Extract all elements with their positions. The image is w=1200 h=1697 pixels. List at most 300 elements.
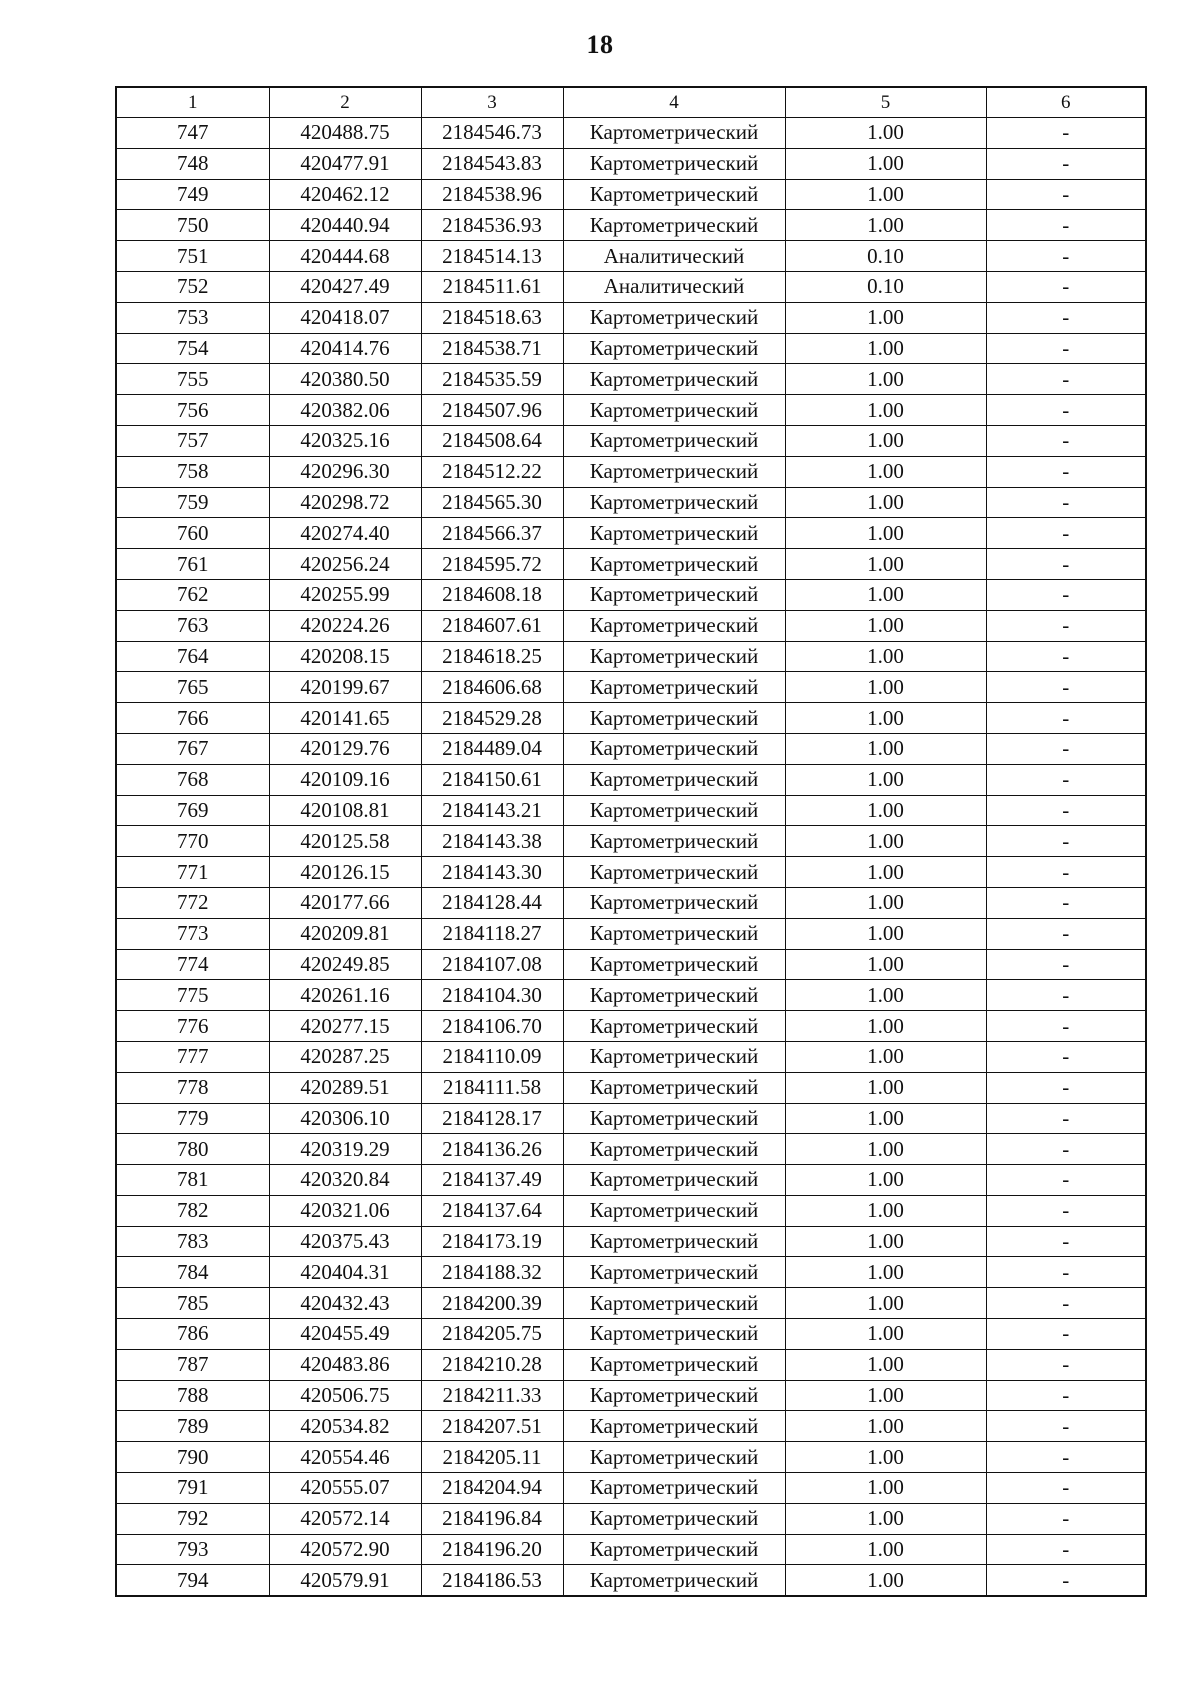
- point-number-cell: 768: [116, 764, 269, 795]
- y-coordinate-cell: 2184210.28: [421, 1349, 563, 1380]
- table-row: [116, 918, 1146, 949]
- y-coordinate-cell: 2184538.96: [421, 179, 563, 210]
- accuracy-cell: 1.00: [785, 980, 986, 1011]
- y-coordinate-cell: 2184511.61: [421, 271, 563, 302]
- y-coordinate-cell: 2184104.30: [421, 980, 563, 1011]
- table-row: [116, 1226, 1146, 1257]
- method-cell: Картометрический: [563, 1288, 785, 1319]
- method-cell: Картометрический: [563, 118, 785, 149]
- x-coordinate-cell: 420261.16: [269, 980, 421, 1011]
- accuracy-cell: 1.00: [785, 1288, 986, 1319]
- accuracy-cell: 1.00: [785, 302, 986, 333]
- y-coordinate-cell: 2184186.53: [421, 1565, 563, 1596]
- x-coordinate-cell: 420109.16: [269, 764, 421, 795]
- accuracy-cell: 1.00: [785, 425, 986, 456]
- table-row: [116, 887, 1146, 918]
- x-coordinate-cell: 420418.07: [269, 302, 421, 333]
- point-number-cell: 764: [116, 641, 269, 672]
- y-coordinate-cell: 2184546.73: [421, 118, 563, 149]
- accuracy-cell: 1.00: [785, 579, 986, 610]
- x-coordinate-cell: 420274.40: [269, 518, 421, 549]
- point-number-cell: 747: [116, 118, 269, 149]
- point-number-cell: 788: [116, 1380, 269, 1411]
- x-coordinate-cell: 420477.91: [269, 148, 421, 179]
- x-coordinate-cell: 420298.72: [269, 487, 421, 518]
- x-coordinate-cell: 420427.49: [269, 271, 421, 302]
- point-number-cell: 794: [116, 1565, 269, 1596]
- note-cell: -: [986, 887, 1146, 918]
- point-number-cell: 782: [116, 1195, 269, 1226]
- method-cell: Картометрический: [563, 1473, 785, 1504]
- method-cell: Картометрический: [563, 1011, 785, 1042]
- point-number-cell: 753: [116, 302, 269, 333]
- y-coordinate-cell: 2184607.61: [421, 610, 563, 641]
- y-coordinate-cell: 2184110.09: [421, 1041, 563, 1072]
- method-cell: Картометрический: [563, 610, 785, 641]
- accuracy-cell: 1.00: [785, 1473, 986, 1504]
- accuracy-cell: 1.00: [785, 1072, 986, 1103]
- x-coordinate-cell: 420126.15: [269, 857, 421, 888]
- x-coordinate-cell: 420325.16: [269, 425, 421, 456]
- accuracy-cell: 1.00: [785, 549, 986, 580]
- method-cell: Картометрический: [563, 641, 785, 672]
- table-row: [116, 456, 1146, 487]
- table-row: [116, 1565, 1146, 1596]
- note-cell: -: [986, 179, 1146, 210]
- note-cell: -: [986, 949, 1146, 980]
- method-cell: Картометрический: [563, 518, 785, 549]
- column-header-2: 2: [269, 87, 421, 118]
- point-number-cell: 792: [116, 1503, 269, 1534]
- y-coordinate-cell: 2184188.32: [421, 1257, 563, 1288]
- table-row: [116, 733, 1146, 764]
- column-header-3: 3: [421, 87, 563, 118]
- x-coordinate-cell: 420444.68: [269, 241, 421, 272]
- table-row: [116, 1349, 1146, 1380]
- point-number-cell: 793: [116, 1534, 269, 1565]
- x-coordinate-cell: 420414.76: [269, 333, 421, 364]
- table-header: [116, 87, 1146, 118]
- point-number-cell: 791: [116, 1473, 269, 1504]
- table-row: [116, 364, 1146, 395]
- y-coordinate-cell: 2184196.84: [421, 1503, 563, 1534]
- point-number-cell: 773: [116, 918, 269, 949]
- table-row: [116, 1319, 1146, 1350]
- point-number-cell: 777: [116, 1041, 269, 1072]
- x-coordinate-cell: 420141.65: [269, 703, 421, 734]
- accuracy-cell: 1.00: [785, 1226, 986, 1257]
- table-row: [116, 795, 1146, 826]
- method-cell: Картометрический: [563, 148, 785, 179]
- note-cell: -: [986, 1195, 1146, 1226]
- note-cell: -: [986, 703, 1146, 734]
- point-number-cell: 767: [116, 733, 269, 764]
- note-cell: -: [986, 1226, 1146, 1257]
- y-coordinate-cell: 2184205.75: [421, 1319, 563, 1350]
- accuracy-cell: 1.00: [785, 364, 986, 395]
- y-coordinate-cell: 2184137.49: [421, 1165, 563, 1196]
- note-cell: -: [986, 148, 1146, 179]
- table-row: [116, 980, 1146, 1011]
- note-cell: -: [986, 1134, 1146, 1165]
- note-cell: -: [986, 549, 1146, 580]
- accuracy-cell: 1.00: [785, 118, 986, 149]
- accuracy-cell: 1.00: [785, 641, 986, 672]
- x-coordinate-cell: 420572.14: [269, 1503, 421, 1534]
- y-coordinate-cell: 2184538.71: [421, 333, 563, 364]
- table-row: [116, 641, 1146, 672]
- point-number-cell: 781: [116, 1165, 269, 1196]
- x-coordinate-cell: 420319.29: [269, 1134, 421, 1165]
- note-cell: -: [986, 1534, 1146, 1565]
- note-cell: -: [986, 1442, 1146, 1473]
- x-coordinate-cell: 420108.81: [269, 795, 421, 826]
- point-number-cell: 757: [116, 425, 269, 456]
- y-coordinate-cell: 2184200.39: [421, 1288, 563, 1319]
- y-coordinate-cell: 2184143.38: [421, 826, 563, 857]
- x-coordinate-cell: 420224.26: [269, 610, 421, 641]
- table-row: [116, 1072, 1146, 1103]
- table-row: [116, 302, 1146, 333]
- note-cell: -: [986, 1473, 1146, 1504]
- point-number-cell: 749: [116, 179, 269, 210]
- table-row: [116, 1257, 1146, 1288]
- note-cell: -: [986, 795, 1146, 826]
- method-cell: Картометрический: [563, 1565, 785, 1596]
- x-coordinate-cell: 420488.75: [269, 118, 421, 149]
- y-coordinate-cell: 2184566.37: [421, 518, 563, 549]
- x-coordinate-cell: 420534.82: [269, 1411, 421, 1442]
- y-coordinate-cell: 2184204.94: [421, 1473, 563, 1504]
- page-number: 18: [586, 30, 614, 59]
- y-coordinate-cell: 2184529.28: [421, 703, 563, 734]
- y-coordinate-cell: 2184118.27: [421, 918, 563, 949]
- point-number-cell: 750: [116, 210, 269, 241]
- table-row: [116, 1380, 1146, 1411]
- method-cell: Картометрический: [563, 425, 785, 456]
- method-cell: Картометрический: [563, 887, 785, 918]
- note-cell: -: [986, 425, 1146, 456]
- accuracy-cell: 1.00: [785, 764, 986, 795]
- table-row: [116, 857, 1146, 888]
- y-coordinate-cell: 2184514.13: [421, 241, 563, 272]
- method-cell: Аналитический: [563, 271, 785, 302]
- x-coordinate-cell: 420209.81: [269, 918, 421, 949]
- table-row: [116, 672, 1146, 703]
- method-cell: Картометрический: [563, 1072, 785, 1103]
- method-cell: Картометрический: [563, 1380, 785, 1411]
- accuracy-cell: 1.00: [785, 1565, 986, 1596]
- x-coordinate-cell: 420554.46: [269, 1442, 421, 1473]
- accuracy-cell: 1.00: [785, 1411, 986, 1442]
- accuracy-cell: 1.00: [785, 857, 986, 888]
- table-row: [116, 1134, 1146, 1165]
- accuracy-cell: 1.00: [785, 148, 986, 179]
- note-cell: -: [986, 333, 1146, 364]
- x-coordinate-cell: 420375.43: [269, 1226, 421, 1257]
- y-coordinate-cell: 2184143.21: [421, 795, 563, 826]
- point-number-cell: 789: [116, 1411, 269, 1442]
- accuracy-cell: 1.00: [785, 1165, 986, 1196]
- table-row: [116, 549, 1146, 580]
- note-cell: -: [986, 518, 1146, 549]
- y-coordinate-cell: 2184535.59: [421, 364, 563, 395]
- point-number-cell: 766: [116, 703, 269, 734]
- y-coordinate-cell: 2184207.51: [421, 1411, 563, 1442]
- point-number-cell: 770: [116, 826, 269, 857]
- method-cell: Картометрический: [563, 395, 785, 426]
- accuracy-cell: 1.00: [785, 1442, 986, 1473]
- point-number-cell: 780: [116, 1134, 269, 1165]
- method-cell: Картометрический: [563, 549, 785, 580]
- table-row: [116, 1041, 1146, 1072]
- method-cell: Картометрический: [563, 764, 785, 795]
- x-coordinate-cell: 420287.25: [269, 1041, 421, 1072]
- method-cell: Картометрический: [563, 795, 785, 826]
- point-number-cell: 755: [116, 364, 269, 395]
- y-coordinate-cell: 2184565.30: [421, 487, 563, 518]
- table-row: [116, 1165, 1146, 1196]
- y-coordinate-cell: 2184150.61: [421, 764, 563, 795]
- y-coordinate-cell: 2184205.11: [421, 1442, 563, 1473]
- y-coordinate-cell: 2184536.93: [421, 210, 563, 241]
- point-number-cell: 790: [116, 1442, 269, 1473]
- y-coordinate-cell: 2184489.04: [421, 733, 563, 764]
- table-row: [116, 1503, 1146, 1534]
- accuracy-cell: 1.00: [785, 1319, 986, 1350]
- table-row: [116, 1442, 1146, 1473]
- method-cell: Картометрический: [563, 333, 785, 364]
- column-header-1: 1: [116, 87, 269, 118]
- note-cell: -: [986, 826, 1146, 857]
- table-row: [116, 1288, 1146, 1319]
- accuracy-cell: 1.00: [785, 456, 986, 487]
- accuracy-cell: 1.00: [785, 918, 986, 949]
- accuracy-cell: 1.00: [785, 795, 986, 826]
- accuracy-cell: 1.00: [785, 487, 986, 518]
- table-row: [116, 1411, 1146, 1442]
- accuracy-cell: 1.00: [785, 826, 986, 857]
- note-cell: -: [986, 1565, 1146, 1596]
- y-coordinate-cell: 2184106.70: [421, 1011, 563, 1042]
- point-number-cell: 774: [116, 949, 269, 980]
- point-number-cell: 786: [116, 1319, 269, 1350]
- x-coordinate-cell: 420579.91: [269, 1565, 421, 1596]
- note-cell: -: [986, 364, 1146, 395]
- x-coordinate-cell: 420432.43: [269, 1288, 421, 1319]
- table-row: [116, 518, 1146, 549]
- note-cell: -: [986, 1103, 1146, 1134]
- method-cell: Картометрический: [563, 1134, 785, 1165]
- point-number-cell: 787: [116, 1349, 269, 1380]
- note-cell: -: [986, 487, 1146, 518]
- table-row: [116, 949, 1146, 980]
- point-number-cell: 779: [116, 1103, 269, 1134]
- note-cell: -: [986, 271, 1146, 302]
- accuracy-cell: 1.00: [785, 1257, 986, 1288]
- method-cell: Картометрический: [563, 1534, 785, 1565]
- accuracy-cell: 1.00: [785, 1041, 986, 1072]
- method-cell: Картометрический: [563, 1195, 785, 1226]
- point-number-cell: 783: [116, 1226, 269, 1257]
- method-cell: Картометрический: [563, 1103, 785, 1134]
- method-cell: Картометрический: [563, 1442, 785, 1473]
- accuracy-cell: 1.00: [785, 395, 986, 426]
- note-cell: -: [986, 1288, 1146, 1319]
- point-number-cell: 761: [116, 549, 269, 580]
- y-coordinate-cell: 2184173.19: [421, 1226, 563, 1257]
- x-coordinate-cell: 420208.15: [269, 641, 421, 672]
- note-cell: -: [986, 1503, 1146, 1534]
- note-cell: -: [986, 456, 1146, 487]
- note-cell: -: [986, 857, 1146, 888]
- x-coordinate-cell: 420320.84: [269, 1165, 421, 1196]
- note-cell: -: [986, 302, 1146, 333]
- method-cell: Картометрический: [563, 579, 785, 610]
- header-row: [116, 87, 1146, 118]
- point-number-cell: 769: [116, 795, 269, 826]
- y-coordinate-cell: 2184143.30: [421, 857, 563, 888]
- y-coordinate-cell: 2184128.44: [421, 887, 563, 918]
- table-row: [116, 1011, 1146, 1042]
- note-cell: -: [986, 1319, 1146, 1350]
- x-coordinate-cell: 420306.10: [269, 1103, 421, 1134]
- x-coordinate-cell: 420483.86: [269, 1349, 421, 1380]
- accuracy-cell: 1.00: [785, 1134, 986, 1165]
- note-cell: -: [986, 918, 1146, 949]
- x-coordinate-cell: 420277.15: [269, 1011, 421, 1042]
- y-coordinate-cell: 2184606.68: [421, 672, 563, 703]
- note-cell: -: [986, 210, 1146, 241]
- y-coordinate-cell: 2184136.26: [421, 1134, 563, 1165]
- x-coordinate-cell: 420380.50: [269, 364, 421, 395]
- y-coordinate-cell: 2184107.08: [421, 949, 563, 980]
- table-row: [116, 241, 1146, 272]
- accuracy-cell: 1.00: [785, 1534, 986, 1565]
- point-number-cell: 763: [116, 610, 269, 641]
- table-row: [116, 210, 1146, 241]
- point-number-cell: 756: [116, 395, 269, 426]
- note-cell: -: [986, 241, 1146, 272]
- note-cell: -: [986, 1011, 1146, 1042]
- table-body: [116, 118, 1146, 1597]
- y-coordinate-cell: 2184543.83: [421, 148, 563, 179]
- note-cell: -: [986, 980, 1146, 1011]
- x-coordinate-cell: 420321.06: [269, 1195, 421, 1226]
- x-coordinate-cell: 420129.76: [269, 733, 421, 764]
- table-row: [116, 118, 1146, 149]
- accuracy-cell: 1.00: [785, 610, 986, 641]
- table-row: [116, 1195, 1146, 1226]
- note-cell: -: [986, 764, 1146, 795]
- accuracy-cell: 1.00: [785, 1380, 986, 1411]
- accuracy-cell: 1.00: [785, 733, 986, 764]
- point-number-cell: 778: [116, 1072, 269, 1103]
- column-header-6: 6: [986, 87, 1146, 118]
- method-cell: Картометрический: [563, 733, 785, 764]
- point-number-cell: 765: [116, 672, 269, 703]
- x-coordinate-cell: 420462.12: [269, 179, 421, 210]
- accuracy-cell: 1.00: [785, 210, 986, 241]
- table-row: [116, 1473, 1146, 1504]
- method-cell: Картометрический: [563, 1041, 785, 1072]
- accuracy-cell: 0.10: [785, 271, 986, 302]
- note-cell: -: [986, 733, 1146, 764]
- y-coordinate-cell: 2184618.25: [421, 641, 563, 672]
- table-row: [116, 271, 1146, 302]
- point-number-cell: 785: [116, 1288, 269, 1319]
- table-row: [116, 487, 1146, 518]
- x-coordinate-cell: 420177.66: [269, 887, 421, 918]
- table-row: [116, 395, 1146, 426]
- x-coordinate-cell: 420296.30: [269, 456, 421, 487]
- note-cell: -: [986, 1041, 1146, 1072]
- note-cell: -: [986, 1349, 1146, 1380]
- method-cell: Картометрический: [563, 857, 785, 888]
- accuracy-cell: 1.00: [785, 1503, 986, 1534]
- y-coordinate-cell: 2184111.58: [421, 1072, 563, 1103]
- y-coordinate-cell: 2184508.64: [421, 425, 563, 456]
- y-coordinate-cell: 2184608.18: [421, 579, 563, 610]
- point-number-cell: 772: [116, 887, 269, 918]
- table-row: [116, 148, 1146, 179]
- accuracy-cell: 1.00: [785, 1103, 986, 1134]
- note-cell: -: [986, 1257, 1146, 1288]
- method-cell: Картометрический: [563, 1226, 785, 1257]
- method-cell: Картометрический: [563, 302, 785, 333]
- table-row: [116, 333, 1146, 364]
- x-coordinate-cell: 420255.99: [269, 579, 421, 610]
- method-cell: Картометрический: [563, 364, 785, 395]
- table-row: [116, 1103, 1146, 1134]
- table-row: [116, 826, 1146, 857]
- column-header-5: 5: [785, 87, 986, 118]
- accuracy-cell: 1.00: [785, 703, 986, 734]
- method-cell: Картометрический: [563, 703, 785, 734]
- accuracy-cell: 1.00: [785, 179, 986, 210]
- y-coordinate-cell: 2184196.20: [421, 1534, 563, 1565]
- method-cell: Картометрический: [563, 980, 785, 1011]
- point-number-cell: 784: [116, 1257, 269, 1288]
- method-cell: Картометрический: [563, 1503, 785, 1534]
- note-cell: -: [986, 118, 1146, 149]
- point-number-cell: 759: [116, 487, 269, 518]
- table-row: [116, 1534, 1146, 1565]
- x-coordinate-cell: 420440.94: [269, 210, 421, 241]
- x-coordinate-cell: 420125.58: [269, 826, 421, 857]
- y-coordinate-cell: 2184512.22: [421, 456, 563, 487]
- y-coordinate-cell: 2184595.72: [421, 549, 563, 580]
- x-coordinate-cell: 420404.31: [269, 1257, 421, 1288]
- note-cell: -: [986, 641, 1146, 672]
- point-number-cell: 754: [116, 333, 269, 364]
- note-cell: -: [986, 579, 1146, 610]
- x-coordinate-cell: 420199.67: [269, 672, 421, 703]
- x-coordinate-cell: 420572.90: [269, 1534, 421, 1565]
- method-cell: Картометрический: [563, 949, 785, 980]
- method-cell: Картометрический: [563, 826, 785, 857]
- accuracy-cell: 1.00: [785, 333, 986, 364]
- accuracy-cell: 1.00: [785, 518, 986, 549]
- table-row: [116, 425, 1146, 456]
- accuracy-cell: 0.10: [785, 241, 986, 272]
- point-number-cell: 758: [116, 456, 269, 487]
- column-header-4: 4: [563, 87, 785, 118]
- point-number-cell: 751: [116, 241, 269, 272]
- x-coordinate-cell: 420555.07: [269, 1473, 421, 1504]
- method-cell: Картометрический: [563, 1411, 785, 1442]
- x-coordinate-cell: 420455.49: [269, 1319, 421, 1350]
